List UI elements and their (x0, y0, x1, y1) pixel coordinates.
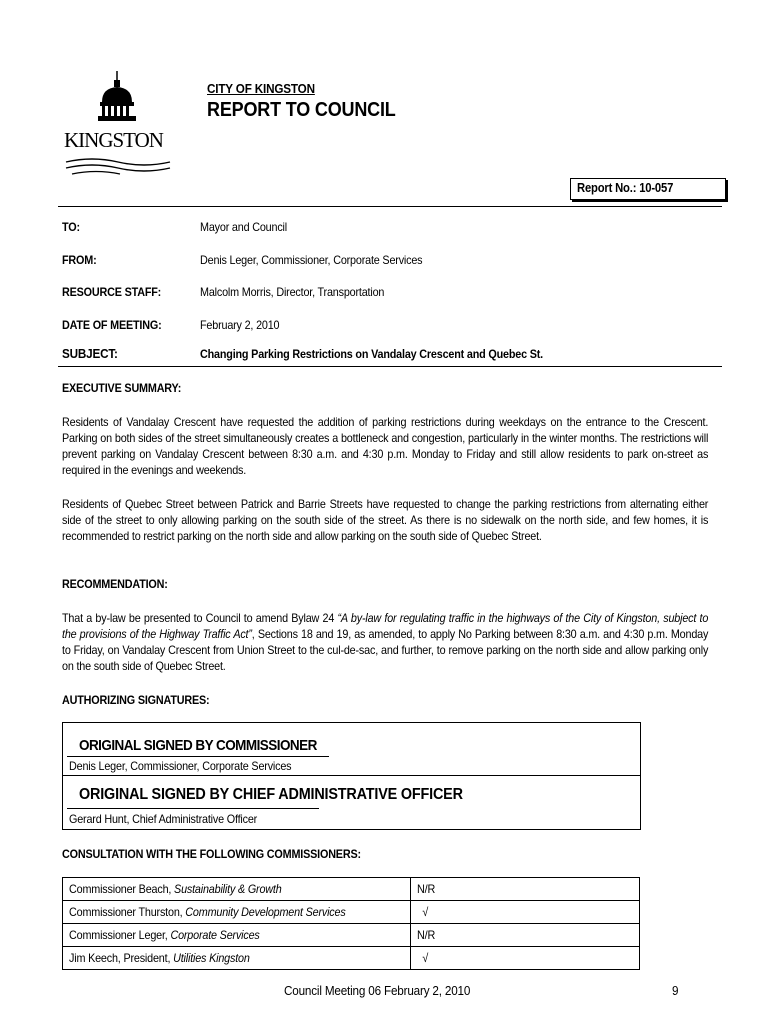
commissioner-name-cell: Commissioner Leger, (69, 928, 171, 942)
signatures-box (62, 722, 641, 830)
recommendation-text-1: That a by-law be presented to Council to amend Bylaw 24 (62, 611, 338, 625)
commissioner-name-cell: Commissioner Thurston, (69, 905, 186, 919)
executive-summary-para-2: Residents of Quebec Street between Patrick and Barrie Streets have requested to change the parking restrictions from alternating either side of the street to only allowing parking on the south side of the street. As there is no sidewalk on the north side, and few homes, it is recommended to restrict parking on the north side and allow parking on the south side of Quebec Street. (62, 497, 709, 543)
water-waves-icon (62, 156, 172, 178)
footer-meeting: Council Meeting 06 February 2, 2010 (284, 983, 471, 998)
portfolio-cell: Utilities Kingston (173, 951, 250, 965)
table-row (63, 878, 640, 901)
portfolio-cell: Community Development Services (185, 905, 346, 919)
commissioner-name-cell: Commissioner Beach, (69, 882, 175, 896)
subject-label: SUBJECT: (62, 346, 118, 361)
city-name: CITY OF KINGSTON (207, 81, 315, 96)
table-row (63, 947, 640, 970)
table-row (63, 924, 640, 947)
header-rule (58, 206, 722, 207)
authorizing-signatures-heading: AUTHORIZING SIGNATURES: (62, 693, 210, 707)
to-value: Mayor and Council (200, 220, 287, 234)
signature-divider (63, 775, 640, 776)
signature-line-2 (67, 808, 319, 809)
date-of-meeting-value: February 2, 2010 (200, 318, 280, 332)
bylaw-title: “A by-law for regulating traffic in the highways of the City of Kingston, subject to the provisions of the Highway Traffic Act” (62, 611, 709, 641)
executive-summary-para-1: Residents of Vandalay Crescent have requested the addition of parking restrictions during weekdays on the entrance to the Crescent. Parking on both sides of the street simultaneously creates a bottleneck and congestion, particularly in the winter months. The restrictions will prevent parking on Vandalay Crescent between 8:30 a.m. and 4:30 p.m. Monday to Friday and still allow residents to park on-street as required in the evenings and weekends. (62, 415, 709, 477)
status-cell: N/R (417, 928, 436, 942)
from-label: FROM: (62, 253, 97, 267)
logo-wordmark: KINGSTON (64, 128, 163, 152)
commissioner-name: Denis Leger, Commissioner, Corporate Services (69, 759, 292, 773)
status-cell: √ (422, 905, 429, 919)
report-number-box (570, 178, 726, 200)
cao-name: Gerard Hunt, Chief Administrative Officer (69, 812, 258, 826)
recommendation-text-2: , Sections 18 and 19, as amended, to apply No Parking between 8:30 a.m. and 4:30 p.m. Monday to Friday, on Vandalay Crescent from Union Street to the cul-de-sac, and further, to remove parking on the north side and allow parking only on the south side of Quebec Street. (62, 627, 709, 673)
consultation-heading: CONSULTATION WITH THE FOLLOWING COMMISSIONERS: (62, 847, 361, 861)
resource-staff-label: RESOURCE STAFF: (62, 285, 162, 299)
portfolio-cell: Sustainability & Growth (174, 882, 282, 896)
commissioner-signature: ORIGINAL SIGNED BY COMMISSIONER (79, 737, 317, 754)
to-label: TO: (62, 220, 80, 234)
executive-summary-heading: EXECUTIVE SUMMARY: (62, 381, 182, 395)
cao-signature: ORIGINAL SIGNED BY CHIEF ADMINISTRATIVE OFFICER (79, 786, 463, 803)
page-number: 9 (672, 983, 679, 998)
status-cell: √ (422, 951, 429, 965)
table-row (63, 901, 640, 924)
signature-line-1 (67, 756, 329, 757)
portfolio-cell: Corporate Services (170, 928, 260, 942)
from-value: Denis Leger, Commissioner, Corporate Services (200, 253, 423, 267)
commissioner-name-cell: Jim Keech, President, (69, 951, 174, 965)
recommendation-para (62, 610, 708, 674)
report-number: Report No.: 10-057 (577, 181, 674, 195)
consultation-table (62, 877, 640, 970)
subject-value: Changing Parking Restrictions on Vandalay Crescent and Quebec St. (200, 347, 543, 361)
kingston-logo (62, 68, 172, 180)
recommendation-heading: RECOMMENDATION: (62, 577, 168, 591)
status-cell: N/R (417, 882, 436, 896)
report-title: REPORT TO COUNCIL (207, 99, 396, 121)
subject-rule (58, 366, 722, 367)
resource-staff-value: Malcolm Morris, Director, Transportation (200, 285, 385, 299)
date-of-meeting-label: DATE OF MEETING: (62, 318, 162, 332)
